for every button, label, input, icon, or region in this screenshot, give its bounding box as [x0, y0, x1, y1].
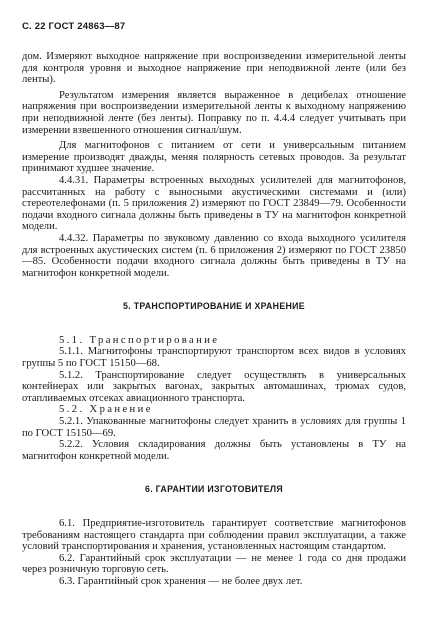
paragraph: Результатом измерения является выраженное в децибелах отношение напряжения при воспроизведении измерительной ленты к выходному напряжению при неподвижной ленте (без ленты). Поправку по п. 4.4.4 следует учитывать при измерении взвешенного отношения сигнал/шум.	[22, 89, 406, 136]
paragraph: Для магнитофонов с питанием от сети и универсальным питанием измерение производят дважды, меняя полярность сетевых проводов. За результат принимают худшее значение.	[22, 140, 406, 175]
paragraph-6-3: 6.3. Гарантийный срок хранения — не более двух лет.	[59, 575, 303, 587]
paragraph-6-2: 6.2. Гарантийный срок эксплуатации — не менее 1 года со дня продажи через розничную торговую сеть.	[22, 552, 406, 576]
section-5-title: 5. ТРАНСПОРТИРОВАНИЕ И ХРАНЕНИЕ	[123, 301, 305, 312]
subsection-5-2-heading: 5.2. Хранение	[59, 404, 153, 416]
paragraph-5-1-1: 5.1.1. Магнитофоны транспортируют транспортом всех видов в условиях группы 5 по ГОСТ 15150—68.	[22, 346, 406, 370]
paragraph-5-2-2: 5.2.2. Условия складирования должны быть установлены в ТУ на магнитофон конкретной модели.	[22, 439, 406, 462]
paragraph-4-4-32: 4.4.32. Параметры по звуковому давлению со входа выходного усилителя для встроенных акустических систем (п. 6 приложения 2) измеряют по ГОСТ 23850—85. Особенности подачи входного сигнала должны быть приведены в ТУ на магнитофон конкретной модели.	[22, 232, 406, 279]
paragraph-5-2-1: 5.2.1. Упакованные магнитофоны следует хранить в условиях для группы 1 по ГОСТ 15150—69.	[22, 416, 406, 439]
subsection-5-1-heading: 5.1. Транспортирование	[59, 334, 220, 346]
paragraph-6-1: 6.1. Предприятие-изготовитель гарантирует соответствие магнитофонов требованиям настоящего стандарта при соблюдении правил эксплуатации, а также условий транспортирования и хранения, установленных настоящим стандартом.	[22, 518, 406, 553]
page-header: С. 22 ГОСТ 24863—87	[22, 21, 126, 32]
paragraph-5-1-2: 5.1.2. Транспортирование следует осуществлять в универсальных контейнерах или закрытых вагонах, закрытых автомашинах, трюмах судов, отапливаемых отсеках авиационного транспорта.	[22, 369, 406, 404]
section-6-title: 6. ГАРАНТИИ ИЗГОТОВИТЕЛЯ	[145, 484, 283, 495]
paragraph-4-4-31: 4.4.31. Параметры встроенных выходных усилителей для магнитофонов, рассчитанных на работу с выносными акустическими системами и (или) стереотелефонами (п. 5 приложения 2) измеряют по ГОСТ 23849—79. Особенности подачи входного сигнала должны быть приведены в ТУ на магнитофон конкретной модели.	[22, 174, 406, 233]
page-content	[22, 51, 406, 588]
paragraph: дом. Измеряют выходное напряжение при воспроизведении измерительной ленты для контроля уровня и выходное напряжение при неподвижной ленте (или без ленты).	[22, 51, 406, 86]
